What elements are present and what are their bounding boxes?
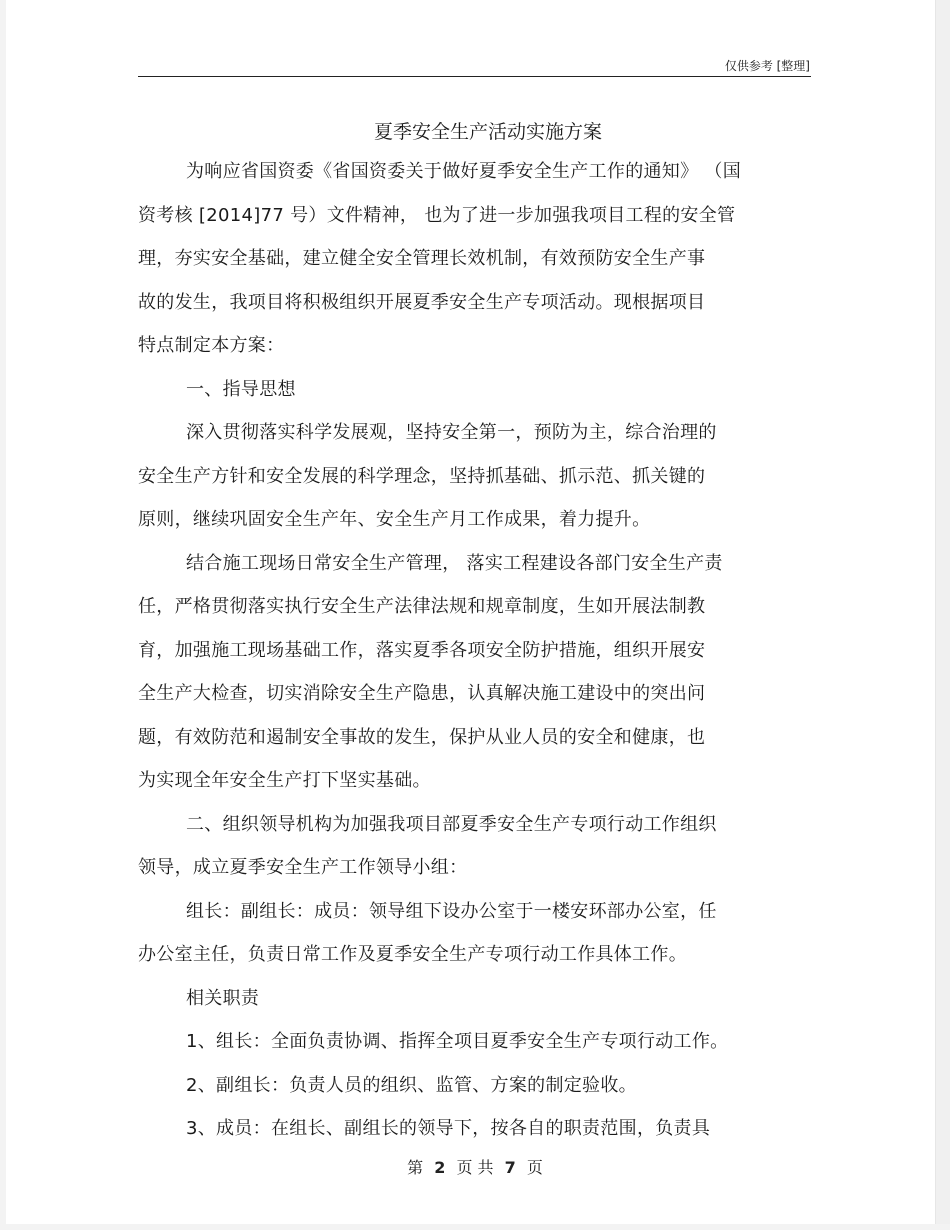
total-pages-number: 7 [504, 1158, 516, 1177]
section-heading: 相关职责 [186, 987, 260, 1009]
footer-suffix: 页 [526, 1158, 543, 1177]
document-title: 夏季安全生产活动实施方案 [373, 121, 602, 143]
body-line: 为响应省国资委《省国资委关于做好夏季安全生产工作的通知》 （国 [186, 161, 742, 182]
section-heading: 二、组织领导机构为加强我项目部夏季安全生产专项行动工作组织 [186, 813, 717, 835]
body-line: 组长：副组长：成员：领导组下设办公室于一楼安环部办公室，任 [186, 900, 717, 922]
body-line: 为实现全年安全生产打下坚实基础。 [138, 770, 431, 791]
page-right-edge [935, 0, 950, 1230]
header-divider [138, 76, 811, 77]
body-line: 安全生产方针和安全发展的科学理念，坚持抓基础、抓示范、抓关键的 [138, 465, 706, 487]
section-heading: 一、指导思想 [186, 378, 296, 400]
body-line: 题，有效防范和遏制安全事故的发生，保护从业人员的安全和健康，也 [138, 726, 706, 748]
body-line: 故的发生，我项目将积极组织开展夏季安全生产专项活动。现根据项目 [138, 291, 706, 313]
page-footer [0, 1155, 950, 1178]
body-line: 全生产大检查，切实消除安全生产隐患，认真解决施工建设中的突出问 [138, 683, 706, 704]
header-note: 仅供参考 [整理] [724, 59, 810, 73]
body-line: 领导，成立夏季安全生产工作领导小组： [138, 857, 468, 878]
current-page-number: 2 [434, 1158, 446, 1177]
body-line: 深入贯彻落实科学发展观，坚持安全第一，预防为主，综合治理的 [186, 422, 717, 443]
document-body [138, 150, 818, 1151]
body-line: 任，严格贯彻落实执行安全生产法律法规和规章制度，生如开展法制教 [138, 596, 706, 617]
page-bottom-edge [0, 1224, 950, 1230]
footer-mid: 页 共 [456, 1158, 494, 1177]
footer-prefix: 第 [407, 1158, 424, 1177]
body-line: 资考核 [2014]77 号）文件精神， 也为了进一步加强我项目工程的安全管 [138, 204, 736, 226]
list-item: 1、组长：全面负责协调、指挥全项目夏季安全生产专项行动工作。 [186, 1031, 729, 1052]
body-line: 特点制定本方案： [138, 335, 285, 356]
body-line: 办公室主任，负责日常工作及夏季安全生产专项行动工作具体工作。 [138, 944, 687, 965]
list-item: 3、成员：在组长、副组长的领导下，按各自的职责范围，负责具 [186, 1118, 711, 1139]
body-line: 原则，继续巩固安全生产年、安全生产月工作成果，着力提升。 [138, 509, 651, 530]
page-left-edge [0, 0, 6, 1230]
list-item: 2、副组长：负责人员的组织、监管、方案的制定验收。 [186, 1074, 637, 1096]
body-line: 育，加强施工现场基础工作，落实夏季各项安全防护措施，组织开展安 [138, 639, 706, 661]
body-line: 结合施工现场日常安全生产管理， 落实工程建设各部门安全生产责 [186, 552, 723, 574]
body-line: 理，夯实安全基础，建立健全安全管理长效机制，有效预防安全生产事 [138, 248, 706, 269]
